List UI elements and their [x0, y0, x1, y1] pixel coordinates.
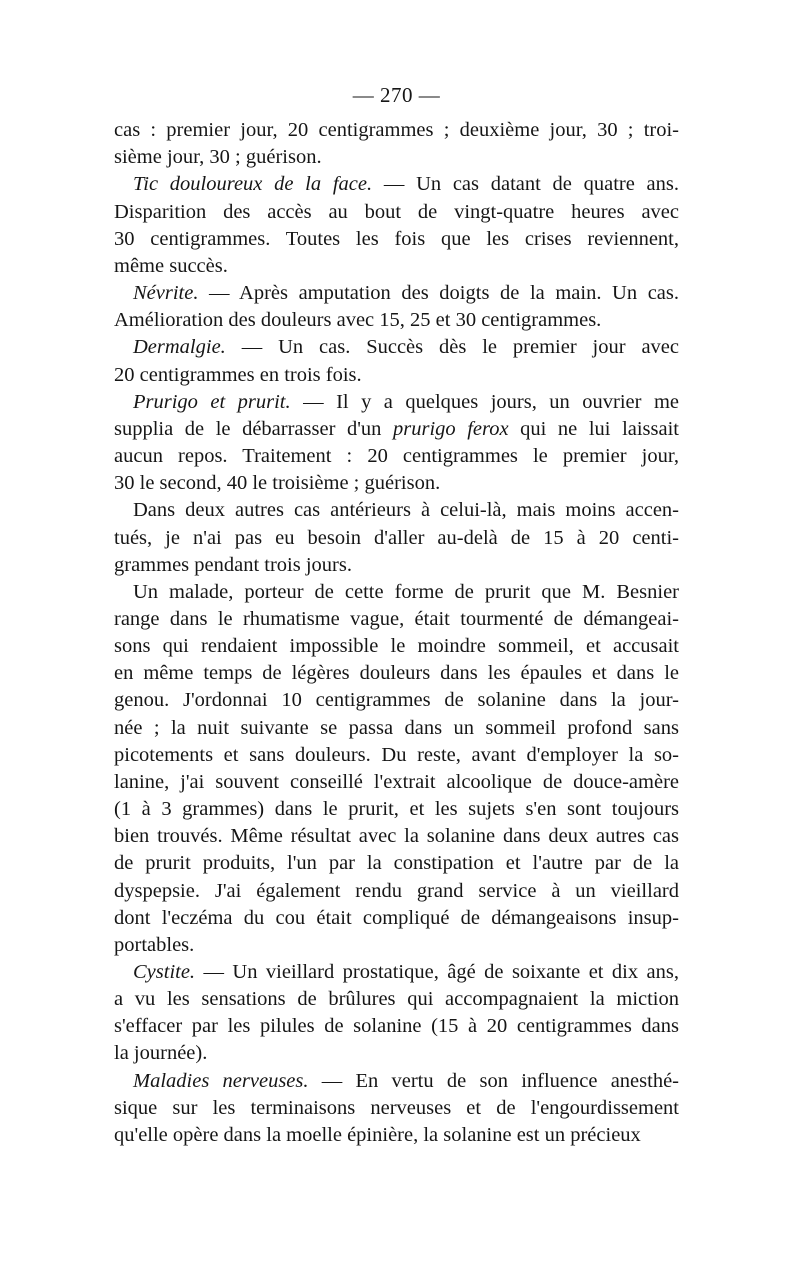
text-line: range dans le rhumatisme vague, était tourmenté de démangeai-	[114, 607, 679, 630]
paragraph	[114, 389, 679, 498]
text-line: aucun repos. Traitement : 20 centigrammes le premier jour,	[114, 445, 679, 468]
text-line: dont l'eczéma du cou était compliqué de démangeaisons insup-	[114, 906, 679, 929]
text-line: Névrite. — Après amputation des doigts de la main. Un cas.	[133, 282, 679, 305]
text-line: Un malade, porteur de cette forme de prurit que M. Besnier	[133, 580, 679, 603]
text-line: grammes pendant trois jours.	[114, 553, 352, 576]
text-line: Prurigo et prurit. — Il y a quelques jours, un ouvrier me	[133, 390, 679, 413]
text-line: Amélioration des douleurs avec 15, 25 et 30 centigrammes.	[114, 309, 602, 332]
text-line: Cystite. — Un vieillard prostatique, âgé de soixante et dix ans,	[133, 961, 679, 983]
text-line: picotements et sans douleurs. Du reste, avant d'employer la so-	[114, 743, 679, 766]
text-line: qu'elle opère dans la moelle épinière, la solanine est un précieux	[114, 1123, 641, 1146]
section-term: Névrite.	[133, 282, 199, 305]
text-line: a vu les sensations de brûlures qui accompagnaient la miction	[114, 988, 679, 1011]
text-line: bien trouvés. Même résultat avec la solanine dans deux autres cas	[114, 825, 679, 848]
text-line: la journée).	[114, 1042, 208, 1065]
section-term: Dermalgie.	[133, 336, 226, 359]
text-line: de prurit produits, l'un par la constipation et l'autre par de la	[114, 852, 679, 875]
text-line: 30 centigrammes. Toutes les fois que les crises reviennent,	[114, 227, 679, 250]
text-line: (1 à 3 grammes) dans le prurit, et les sujets s'en sont toujours	[114, 798, 679, 821]
text-line: Dermalgie. — Un cas. Succès dès le premier jour avec	[133, 336, 679, 359]
text-body	[114, 117, 679, 1149]
text-line: sième jour, 30 ; guérison.	[114, 146, 322, 169]
text-line: Dans deux autres cas antérieurs à celui-là, mais moins accen-	[133, 499, 679, 522]
text-line: même succès.	[114, 254, 228, 277]
paragraph	[114, 959, 679, 1068]
text-line: lanine, j'ai souvent conseillé l'extrait alcoolique de douce-amère	[114, 770, 679, 793]
paragraph	[114, 334, 679, 388]
paragraph	[114, 1068, 679, 1149]
paragraph	[114, 171, 679, 280]
section-term: Maladies nerveuses.	[133, 1069, 309, 1092]
text-line: cas : premier jour, 20 centigrammes ; deuxième jour, 30 ; troi-	[114, 119, 679, 142]
text-line: portables.	[114, 933, 195, 956]
section-term: Tic douloureux de la face.	[133, 173, 373, 196]
text-line: supplia de le débarrasser d'un prurigo ferox qui ne lui laissait	[114, 417, 680, 440]
text-line: genou. J'ordonnai 10 centigrammes de solanine dans la jour-	[114, 689, 679, 712]
text-line: sons qui rendaient impossible le moindre sommeil, et accusait	[114, 635, 679, 658]
section-term: Prurigo et prurit.	[133, 390, 291, 413]
text-line: 30 le second, 40 le troisième ; guérison.	[114, 472, 441, 495]
text-line: Maladies nerveuses. — En vertu de son influence anesthé-	[133, 1069, 680, 1092]
paragraph	[114, 280, 679, 334]
text-line: sique sur les terminaisons nerveuses et de l'engourdissement	[114, 1096, 679, 1119]
text-line: 20 centigrammes en trois fois.	[114, 363, 362, 386]
text-line: s'effacer par les pilules de solanine (15 à 20 centigrammes dans	[114, 1015, 679, 1038]
paragraph	[114, 579, 679, 959]
text-line: née ; la nuit suivante se passa dans un sommeil profond sans	[114, 716, 679, 739]
text-line: Disparition des accès au bout de vingt-quatre heures avec	[114, 200, 679, 223]
paragraph	[114, 117, 679, 171]
text-line: Tic douloureux de la face. — Un cas datant de quatre ans.	[133, 173, 679, 196]
book-page	[114, 82, 679, 1149]
text-line: dyspepsie. J'ai également rendu grand service à un vieillard	[114, 879, 679, 902]
text-line: en même temps de légères douleurs dans les épaules et dans le	[114, 662, 679, 685]
text-line: tués, je n'ai pas eu besoin d'aller au-delà de 15 à 20 centi-	[114, 526, 679, 549]
section-term: Cystite.	[133, 961, 196, 983]
page-number: — 270 —	[352, 83, 441, 107]
paragraph	[114, 497, 679, 578]
